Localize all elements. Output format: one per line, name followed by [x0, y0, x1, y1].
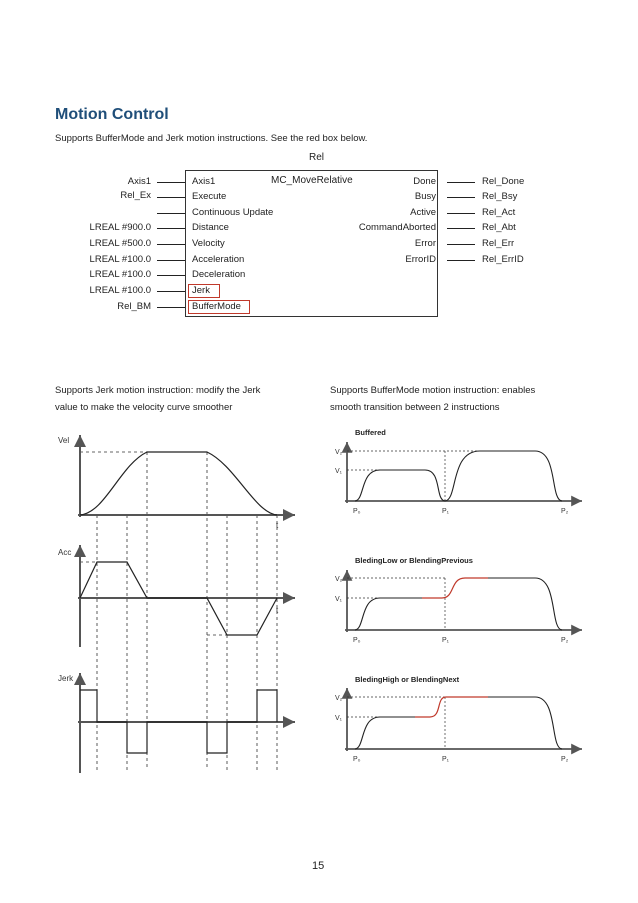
blending-high-curve-b: [488, 697, 562, 749]
connection-line: [157, 275, 185, 276]
fb-input-buffermode: BufferMode: [192, 301, 241, 312]
connection-line: [157, 197, 185, 198]
fb-output: Busy: [414, 191, 436, 202]
left-var: Rel_Ex: [120, 190, 151, 201]
buffermode-highlight-box: [188, 300, 250, 314]
buffer-caption-line2: smooth transition between 2 instructions: [330, 402, 500, 413]
connection-line: [157, 213, 185, 214]
fb-output: ErrorID: [405, 254, 436, 265]
buffered-p1: P₁: [442, 508, 450, 515]
connection-line: [157, 307, 185, 308]
jerk-caption-line1: Supports Jerk motion instruction: modify the Jerk: [55, 385, 261, 396]
fb-type-name: MC_MoveRelative: [271, 175, 353, 186]
acc-axis-label: Acc: [58, 548, 72, 557]
jerk-caption-line2: value to make the velocity curve smoother: [55, 402, 233, 413]
left-var: LREAL #100.0: [89, 285, 151, 296]
fb-input: Execute: [192, 191, 227, 202]
right-var: Rel_Abt: [482, 222, 516, 233]
buffered-p0: P₀: [353, 508, 361, 515]
left-var: Rel_BM: [117, 301, 151, 312]
jerk-curve: [80, 690, 277, 753]
fb-output: Done: [413, 176, 436, 187]
fb-instance-name: Rel: [309, 152, 325, 163]
buffered-title: Buffered: [355, 428, 386, 437]
connection-line: [157, 244, 185, 245]
buffered-curve: [355, 451, 562, 501]
blending-high-graph: [335, 675, 582, 763]
buffered-v1: V₁: [335, 468, 343, 475]
blending-low-v2: V₂: [335, 576, 343, 583]
left-var: Axis1: [127, 176, 151, 187]
connection-line: [157, 228, 185, 229]
left-var: LREAL #100.0: [89, 254, 151, 265]
fb-input: Continuous Update: [192, 207, 274, 218]
blending-low-p0: P₀: [353, 637, 361, 644]
blending-low-curve-b: [488, 578, 562, 630]
blending-low-graph: [335, 556, 582, 644]
blending-low-p2: P₂: [561, 637, 569, 644]
blending-low-v1: V₁: [335, 596, 343, 603]
left-var: LREAL #500.0: [89, 238, 151, 249]
left-var: LREAL #900.0: [89, 222, 151, 233]
fb-input-jerk: Jerk: [192, 285, 210, 296]
buffermode-graphs-diagram: [330, 420, 590, 770]
vel-axis-label: Vel: [58, 436, 70, 445]
vel-t-label: t: [276, 521, 279, 530]
connection-line: [447, 260, 475, 261]
jerk-graphs-diagram: [50, 425, 310, 780]
left-var: LREAL #100.0: [89, 269, 151, 280]
jerk-highlight-box: [188, 284, 220, 298]
buffered-p2: P₂: [561, 508, 569, 515]
buffer-caption-line1: Supports BufferMode motion instruction: enables: [330, 385, 536, 396]
fb-input: Acceleration: [192, 254, 245, 265]
blending-high-p0: P₀: [353, 756, 361, 763]
blending-high-p2: P₂: [561, 756, 569, 763]
blending-high-p1: P₁: [442, 756, 450, 763]
connection-line: [447, 213, 475, 214]
connection-line: [447, 244, 475, 245]
blending-low-title: BledingLow or BlendingPrevious: [355, 556, 473, 565]
jerk-axis-label: Jerk: [58, 674, 74, 683]
connection-line: [157, 291, 185, 292]
connection-line: [157, 182, 185, 183]
right-var: Rel_Bsy: [482, 191, 518, 202]
blending-high-curve-a: [355, 717, 415, 749]
connection-line: [447, 182, 475, 183]
fb-output: Error: [414, 238, 436, 249]
intro-text: Supports BufferMode and Jerk motion instructions. See the red box below.: [55, 133, 368, 144]
fb-input: Velocity: [192, 238, 225, 249]
right-var: Rel_Act: [482, 207, 516, 218]
blending-low-transition: [422, 578, 488, 598]
blending-low-p1: P₁: [442, 637, 450, 644]
vel-curve: [80, 452, 277, 515]
page-number: 15: [312, 860, 325, 872]
page-title: Motion Control: [55, 106, 169, 123]
blending-high-v2: V₂: [335, 695, 343, 702]
buffered-v2: V₂: [335, 449, 343, 456]
connection-line: [447, 197, 475, 198]
fb-input: Axis1: [192, 176, 216, 187]
right-var: Rel_ErrID: [482, 254, 524, 265]
right-var: Rel_Err: [482, 238, 515, 249]
fb-output: Active: [410, 207, 436, 218]
blending-low-curve-a: [355, 598, 422, 630]
fb-input: Deceleration: [192, 269, 246, 280]
right-var: Rel_Done: [482, 176, 525, 187]
blending-high-transition: [415, 697, 488, 717]
fb-input: Distance: [192, 222, 229, 233]
buffered-graph: [335, 428, 582, 515]
connection-line: [157, 260, 185, 261]
connection-line: [447, 228, 475, 229]
blending-high-title: BledingHigh or BlendingNext: [355, 675, 460, 684]
acc-t-label: t: [276, 606, 279, 615]
fb-output: CommandAborted: [358, 222, 436, 233]
blending-high-v1: V₁: [335, 715, 343, 722]
